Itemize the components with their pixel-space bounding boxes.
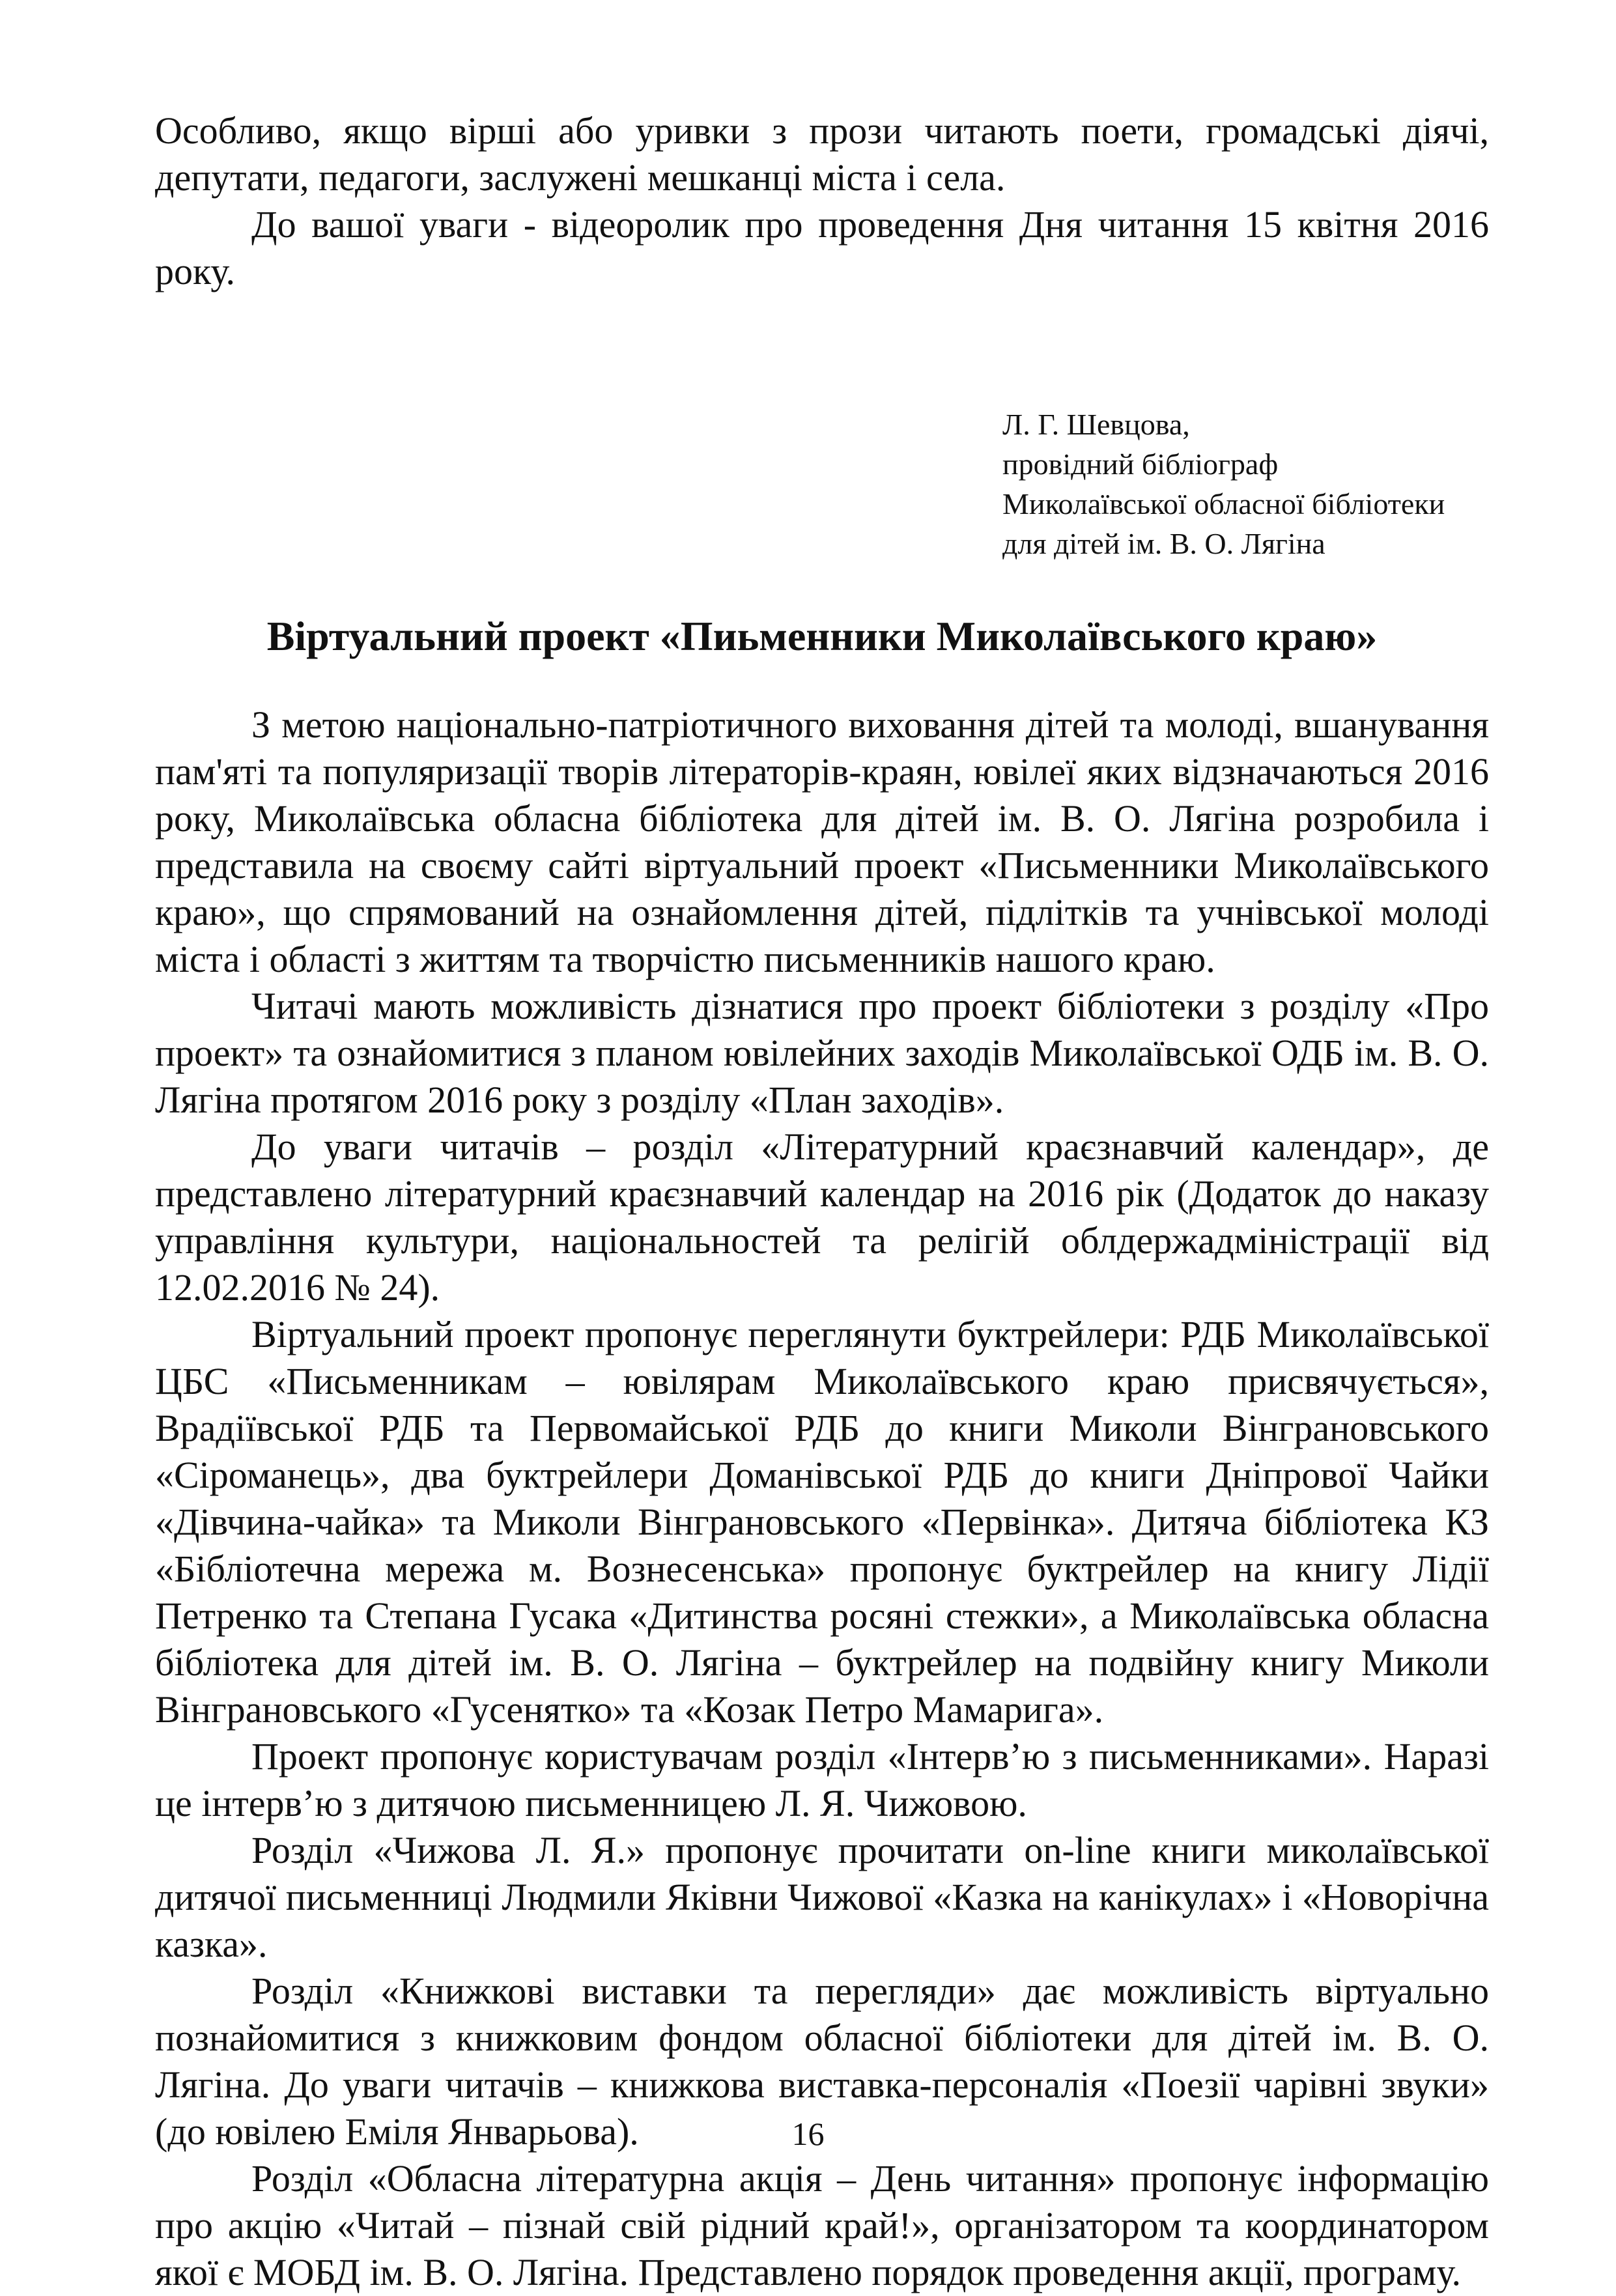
author-name: Л. Г. Шевцова,: [1002, 408, 1190, 441]
article-paragraph: До уваги читачів – розділ «Літературний краєзнавчий календар», де представлено літературний краєзнавчий календар на 2016 рік (Додаток до наказу управління культури, національностей та релігій облдержадміністрації від 12.02.2016 № 24).: [155, 1126, 1489, 1309]
article-paragraph: Розділ «Книжкові виставки та перегляди» дає можливість віртуально познайомитися з книжковим фондом обласної бібліотеки для дітей ім. В. О. Лягіна. До уваги читачів – книжкова виставка-персоналія «Поезії чарівні звуки» (до ювілею Еміля Январьова).: [155, 1970, 1489, 2153]
article-title: Віртуальний проект «Пиьменники Миколаївського краю»: [266, 613, 1378, 659]
author-organization: для дітей ім. В. О. Лягіна: [1002, 527, 1325, 560]
intro-paragraph: Особливо, якщо вірші або уривки з прози читають поети, громадські діячі, депутати, педагоги, заслужені мешканці міста і села.: [155, 109, 1489, 199]
author-position: провідний бібліограф: [1002, 447, 1279, 481]
article-paragraph: Розділ «Обласна літературна акція – День читання» пропонує інформацію про акцію «Читай – пізнай свій рідний край!», організатором та координатором якої є МОБД ім. В. О. Лягіна. Представлено порядок проведення акції, програму.: [155, 2157, 1489, 2293]
article-paragraph: З метою національно-патріотичного виховання дітей та молоді, вшанування пам'яті та популяризації творів літераторів-краян, ювілеї яких відзначаються 2016 року, Миколаївська обласна бібліотека для дітей ім. В. О. Лягіна розробила і представила на своєму сайті віртуальний проект «Письменники Миколаївського краю», що спрямований на ознайомлення дітей, підлітків та учнівської молоді міста і області з життям та творчістю письменників нашого краю.: [155, 703, 1489, 980]
article-paragraph: Віртуальний проект пропонує переглянути буктрейлери: РДБ Миколаївської ЦБС «Письменникам – ювілярам Миколаївського краю присвячується», Врадіївської РДБ та Первомайської РДБ до книги Миколи Вінграновського «Сіроманець», два буктрейлери Доманівської РДБ до книги Дніпрової Чайки «Дівчина-чайка» та Миколи Вінграновського «Первінка». Дитяча бібліотека КЗ «Бібліотечна мережа м. Вознесенська» пропонує буктрейлер на книгу Лідії Петренко та Степана Гусака «Дитинства росяні стежки», а Миколаївська обласна бібліотека для дітей ім. В. О. Лягіна – буктрейлер на подвійну книгу Миколи Вінграновського «Гусенятко» та «Козак Петро Мамарига».: [155, 1313, 1489, 1731]
article-paragraph: Проект пропонує користувачам розділ «Інтерв’ю з письменниками». Наразі це інтерв’ю з дитячою письменницею Л. Я. Чижовою.: [155, 1735, 1489, 1824]
author-organization: Миколаївської обласної бібліотеки: [1002, 487, 1445, 520]
author-signature-block: [1002, 404, 1489, 563]
intro-paragraph: До вашої уваги - відеоролик про проведення Дня читання 15 квітня 2016 року.: [155, 203, 1489, 292]
article-paragraph: Розділ «Чижова Л. Я.» пропонує прочитати on-line книги миколаївської дитячої письменниці Людмили Яківни Чижової «Казка на канікулах» і «Новорічна казка».: [155, 1829, 1489, 1965]
document-page: [155, 107, 1489, 2296]
page-number: 16: [791, 2116, 825, 2152]
article-paragraph: Читачі мають можливість дізнатися про проект бібліотеки з розділу «Про проект» та ознайомитися з планом ювілейних заходів Миколаївської ОДБ ім. В. О. Лягіна протягом 2016 року з розділу «План заходів».: [155, 985, 1489, 1121]
